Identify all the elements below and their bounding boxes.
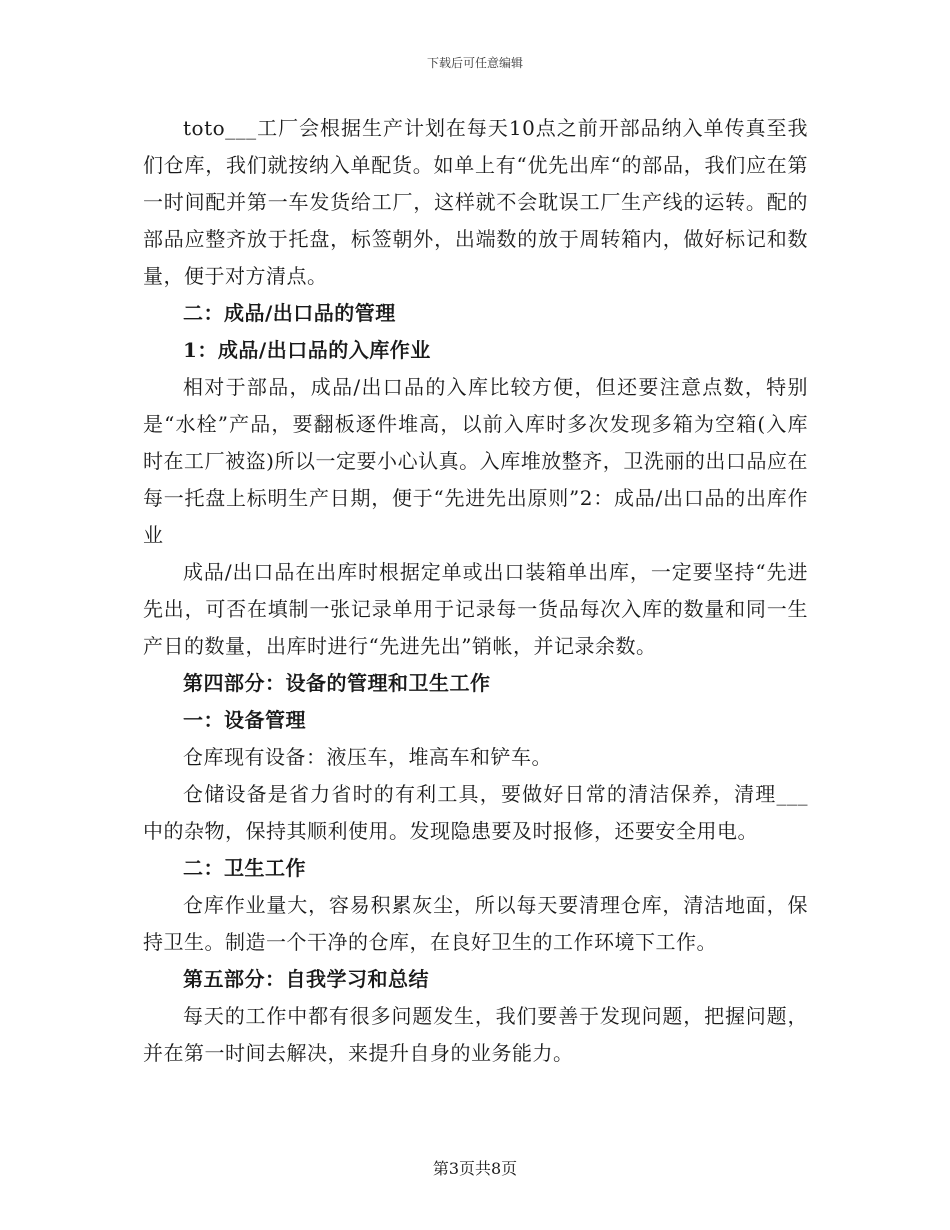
para-outbound: 成品/出口品在出库时根据定单或出口装箱单出库，一定要坚持“先进先出，可否在填制一张记录单用于记录每一货品每次入库的数量和同一生产日的数量，出库时进行“先进先出”销帐，并记录余数。 xyxy=(143,560,808,658)
para-self-learning: 每天的工作中都有很多问题发生，我们要善于发现问题，把握问题，并在第一时间去解决，来提升自身的业务能力。 xyxy=(143,1004,808,1065)
para-equipment-care: 仓储设备是省力省时的有利工具，要做好日常的清洁保养，清理___中的杂物，保持其顺利使用。发现隐患要及时报修，还要安全用电。 xyxy=(143,782,808,843)
para-order-delivery: toto___工厂会根据生产计划在每天10点之前开部品纳入单传真至我们仓库，我们就按纳入单配货。如单上有“优先出库“的部品，我们应在第一时间配并第一车发货给工厂，这样就不会耽误工厂生产线的运转。配的部品应整齐放于托盘，标签朝外，出端数的放于周转箱内，做好标记和数量，便于对方清点。 xyxy=(143,116,808,288)
heading-part-four: 第四部分：设备的管理和卫生工作 xyxy=(183,671,491,695)
para-inbound: 相对于部品，成品/出口品的入库比较方便，但还要注意点数，特别是“水栓”产品，要翻板逐件堆高，以前入库时多次发现多箱为空箱(入库时在工厂被盗)所以一定要小心认真。入库堆放整齐，卫洗丽的出口品应在每一托盘上标明生产日期，便于“先进先出原则”2：成品/出口品的出库作业 xyxy=(143,375,808,547)
document-body xyxy=(143,110,808,1072)
heading-inbound: 1：成品/出口品的入库作业 xyxy=(183,338,431,362)
page-number: 第3页共8页 xyxy=(432,1159,518,1178)
heading-equipment: 一：设备管理 xyxy=(183,708,306,732)
heading-finished-goods: 二：成品/出口品的管理 xyxy=(183,301,396,325)
para-hygiene: 仓库作业量大，容易积累灰尘，所以每天要清理仓库，清洁地面，保持卫生。制造一个干净的仓库，在良好卫生的工作环境下工作。 xyxy=(143,893,808,954)
para-equipment-list: 仓库现有设备：液压车，堆高车和铲车。 xyxy=(183,745,552,769)
heading-hygiene: 二：卫生工作 xyxy=(183,856,306,880)
heading-part-five: 第五部分：自我学习和总结 xyxy=(183,967,429,991)
header-note: 下载后可任意编辑 xyxy=(426,56,523,70)
